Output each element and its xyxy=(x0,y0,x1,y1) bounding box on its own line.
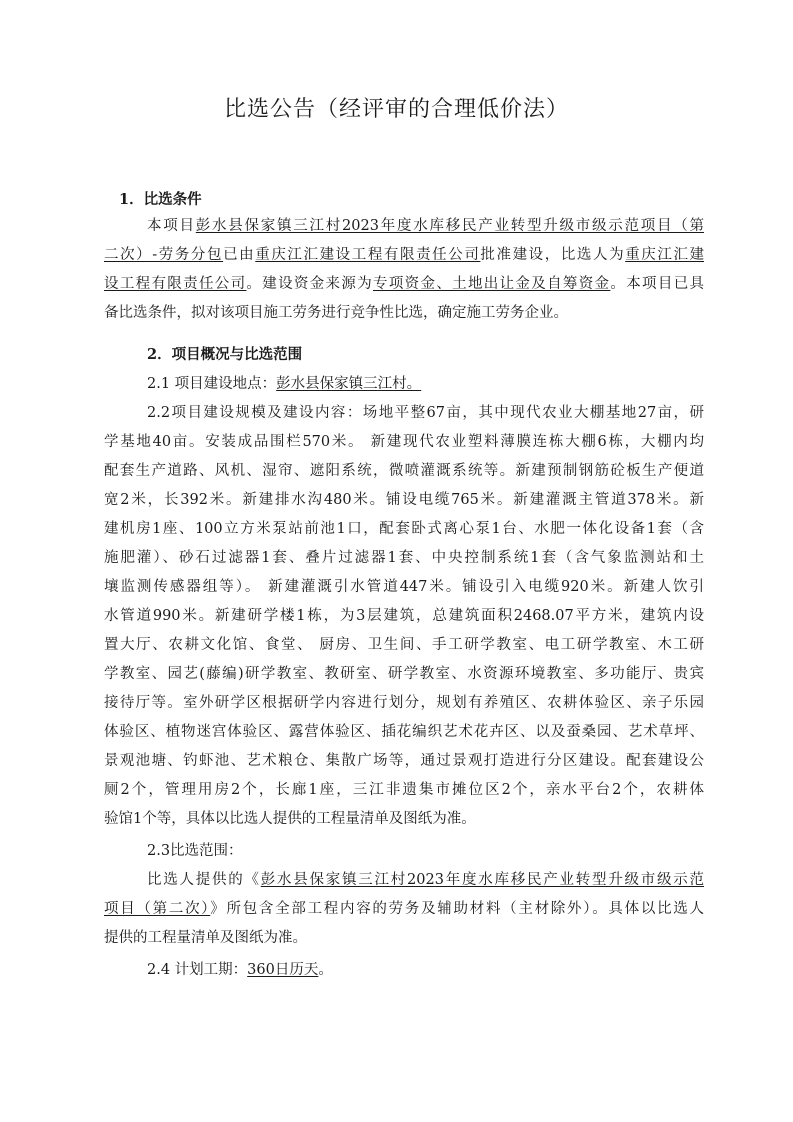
planned-duration: 2.4 计划工期：360日历天。 xyxy=(147,962,333,978)
scope-line: 壤监测传感器组等）。 新建灌溉引水管道447米。铺设引入电缆920米。新建人饮引 xyxy=(104,579,704,595)
scope-line: 宽2米，长392米。新建排水沟480米。铺设电缆765米。新建灌溉主管道378米。新 xyxy=(104,492,704,508)
selection-scope-line-3: 提供的工程量清单及图纸为准。 xyxy=(104,930,307,946)
fund-source: 专项资金、土地出让金及自筹资金 xyxy=(373,276,611,292)
selection-scope-line-1: 比选人提供的《彭水县保家镇三江村2023年度水库移民产业转型升级市级示范 xyxy=(147,872,705,888)
scope-line: 验馆1个等，具体以比选人提供的工程量清单及图纸为准。 xyxy=(104,811,476,827)
scope-line: 置大厅、农耕文化馆、食堂、 厨房、卫生间、手工研学教室、电工研学教室、木工研 xyxy=(104,637,704,653)
section-2-heading: 2．项目概况与比选范围 xyxy=(147,346,303,363)
scope-line: 2.2项目建设规模及建设内容：场地平整67亩，其中现代农业大棚基地27亩，研 xyxy=(147,405,704,421)
scope-line: 接待厅等。室外研学区根据研学内容进行划分，规划有养殖区、农耕体验区、亲子乐园 xyxy=(104,695,704,711)
project-name-cont: 二次）-劳务分包 xyxy=(104,247,224,263)
location-value: 彭水县保家镇三江村。 xyxy=(276,376,422,392)
s1-line-2: 二次）-劳务分包已由重庆江汇建设工程有限责任公司批准建设，比选人为重庆江汇建 xyxy=(104,247,705,263)
document-title: 比选公告（经评审的合理低价法） xyxy=(223,97,569,122)
scope-line: 建机房1座、100立方米泵站前池1口，配套卧式离心泵1台、水肥一体化设备1套（含 xyxy=(104,521,704,537)
s1-line-1: 本项目彭水县保家镇三江村2023年度水库移民产业转型升级市级示范项目（第 xyxy=(147,218,704,234)
duration-value: 360日历天 xyxy=(247,962,319,978)
scope-line: 施肥灌）、砂石过滤器1套、叠片过滤器1套、中央控制系统1套（含气象监测站和土 xyxy=(104,550,704,566)
scope-line: 厕2个，管理用房2个，长廊1座，三江非遗集市摊位区2个，亲水平台2个，农耕体 xyxy=(104,782,704,798)
s1-line-4: 备比选条件，拟对该项目施工劳务进行竞争性比选，确定施工劳务企业。 xyxy=(104,305,568,321)
project-name: 彭水县保家镇三江村2023年度水库移民产业转型升级市级示范项目（第 xyxy=(195,218,704,234)
scope-line: 学基地40亩。安装成品围栏570米。 新建现代农业塑料薄膜连栋大棚6栋，大棚内均 xyxy=(104,434,704,450)
selection-scope-heading: 2.3比选范围： xyxy=(147,843,243,859)
scope-project-name-cont: 项目（第二次） xyxy=(104,901,211,917)
scope-line: 水管道990米。新建研学楼1栋，为3层建筑，总建筑面积2468.07平方米，建筑内设 xyxy=(104,608,704,624)
scope-line: 体验区、植物迷宫体验区、露营体验区、插花编织艺术花卉区、以及蚕桑园、艺术草坪、 xyxy=(104,724,704,740)
scope-line: 景观池塘、钓虾池、艺术粮仓、集散广场等，通过景观打造进行分区建设。配套建设公 xyxy=(104,753,704,769)
scope-line: 配套生产道路、风机、湿帘、遮阳系统，微喷灌溉系统等。新建预制钢筋砼板生产便道 xyxy=(104,463,704,479)
project-location: 2.1 项目建设地点：彭水县保家镇三江村。 xyxy=(147,376,422,392)
scope-project-name: 彭水县保家镇三江村2023年度水库移民产业转型升级市级示范 xyxy=(260,872,705,888)
scope-line: 学教室、园艺(藤编)研学教室、教研室、研学教室、水资源环境教室、多功能厅、贵宾 xyxy=(104,666,704,682)
section-1-heading: 1．比选条件 xyxy=(119,191,202,208)
approver-name: 重庆江汇建设工程有限责任公司 xyxy=(255,247,481,263)
selection-scope-line-2: 项目（第二次）》所包含全部工程内容的劳务及辅助材料（主材除外）。具体以比选人 xyxy=(104,901,704,917)
s1-line-3: 设工程有限责任公司。建设资金来源为专项资金、土地出让金及自筹资金。本项目已具 xyxy=(104,276,705,292)
selector-name-cont: 设工程有限责任公司 xyxy=(104,276,247,292)
selector-name: 重庆江汇建 xyxy=(625,247,705,263)
